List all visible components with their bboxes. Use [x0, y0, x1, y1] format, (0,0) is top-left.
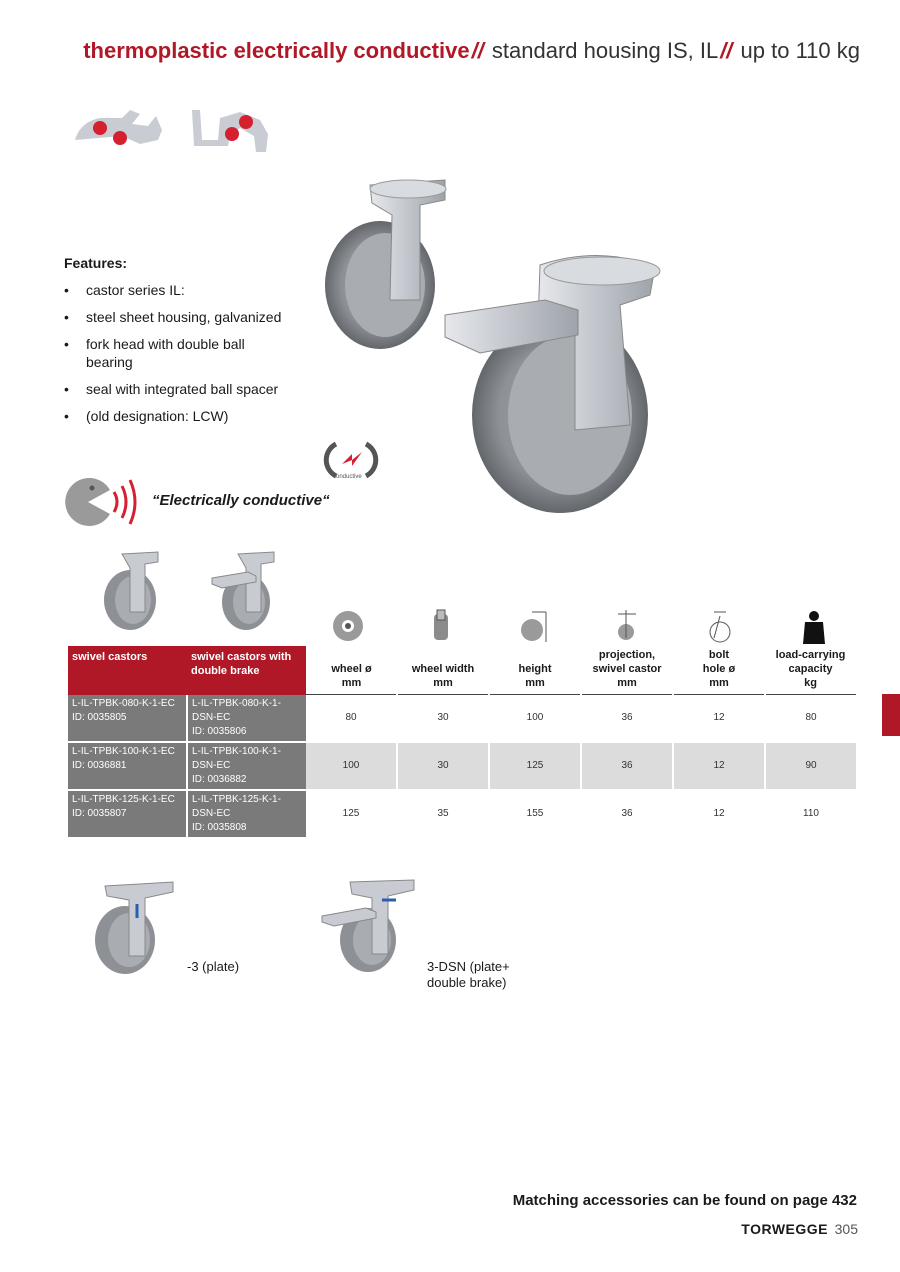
cell-wheel-width: 30	[397, 695, 489, 742]
title-capacity: up to 110 kg	[734, 38, 860, 63]
article-id: ID: 0036881	[72, 759, 127, 771]
col-swivel-castors: swivel castors	[68, 646, 187, 695]
cell-wheel-width: 30	[397, 742, 489, 790]
col-height	[489, 646, 581, 695]
header-line: bolt	[708, 649, 730, 661]
brand-logo: TORWEGGE	[741, 1221, 828, 1237]
cell-projection: 36	[581, 790, 673, 837]
article-brake	[187, 695, 306, 742]
header-unit: kg	[804, 677, 817, 689]
col-wheel-width	[397, 646, 489, 695]
height-icon	[518, 608, 552, 644]
feature-item: • seal with integrated ball spacer	[64, 380, 284, 398]
caption-line: double brake)	[427, 975, 507, 990]
title-separator: //	[720, 38, 733, 63]
page-title	[0, 38, 860, 64]
table-row	[68, 695, 856, 742]
cell-bolt-hole: 12	[673, 790, 765, 837]
cell-projection: 36	[581, 695, 673, 742]
load-weight-icon	[800, 608, 828, 646]
title-bold: thermoplastic electrically conductive	[83, 38, 470, 63]
article-code: L-IL-TPBK-100-K-1-DSN-EC	[192, 745, 281, 771]
mounting-pictogram-right-icon	[192, 110, 268, 152]
header-line: load-carrying	[775, 649, 846, 661]
article-code: L-IL-TPBK-125-K-1-EC	[72, 793, 175, 805]
caption-line: 3-DSN (plate+	[427, 959, 510, 974]
wheel-width-icon	[427, 608, 455, 644]
spec-table	[68, 646, 856, 837]
article-code: L-IL-TPBK-080-K-1-EC	[72, 697, 175, 709]
conductive-tagline: “Electrically conductive“	[152, 492, 330, 509]
cell-height: 125	[489, 742, 581, 790]
article-id: ID: 0035806	[192, 725, 247, 737]
cell-bolt-hole: 12	[673, 742, 765, 790]
header-line: height	[518, 663, 552, 675]
header-unit: mm	[433, 677, 453, 689]
cell-height: 155	[489, 790, 581, 837]
features-heading: Features:	[64, 255, 128, 271]
cell-bolt-hole: 12	[673, 695, 765, 742]
castor-small-image	[325, 180, 446, 349]
brake-castor-thumbnail	[208, 548, 288, 633]
article-code: L-IL-TPBK-080-K-1-DSN-EC	[192, 697, 281, 723]
article-swivel	[68, 742, 187, 790]
header-unit: mm	[709, 677, 729, 689]
mounting-pictograms	[70, 100, 275, 156]
article-brake	[187, 790, 306, 837]
col-bolt-hole	[673, 646, 765, 695]
electrically-conductive-icon	[62, 476, 146, 528]
section-tab	[882, 694, 900, 736]
feature-item: • fork head with double ball bearing	[64, 335, 284, 371]
article-swivel	[68, 695, 187, 742]
col-wheel-diameter	[306, 646, 397, 695]
bolt-hole-icon	[706, 608, 736, 644]
table-row	[68, 790, 856, 837]
feature-item: • (old designation: LCW)	[64, 407, 284, 425]
title-housing: standard housing IS, IL	[485, 38, 719, 63]
caption-plate: -3 (plate)	[187, 959, 240, 974]
article-code: L-IL-TPBK-100-K-1-EC	[72, 745, 175, 757]
col-load-capacity	[765, 646, 856, 695]
article-swivel	[68, 790, 187, 837]
col-swivel-castors-brake: swivel castors with double brake	[187, 646, 306, 695]
article-id: ID: 0036882	[192, 773, 247, 785]
header-line: swivel castor	[592, 663, 662, 675]
title-separator: //	[471, 38, 484, 63]
plate-brake-castor-image	[320, 876, 420, 976]
header-unit: mm	[341, 677, 362, 689]
header-line: hole ø	[702, 663, 736, 675]
header-line: projection,	[598, 649, 656, 661]
header-unit: mm	[617, 677, 637, 689]
accessories-note: Matching accessories can be found on page 432	[512, 1192, 857, 1209]
article-id: ID: 0035807	[72, 807, 127, 819]
swivel-castor-thumbnail	[100, 548, 180, 633]
cell-wheel-width: 35	[397, 790, 489, 837]
cell-load: 90	[765, 742, 856, 790]
header-unit: mm	[525, 677, 545, 689]
wheel-diameter-icon	[330, 608, 366, 644]
header-line: capacity	[788, 663, 833, 675]
cell-load: 80	[765, 695, 856, 742]
castor-brake-image	[445, 255, 660, 513]
cell-projection: 36	[581, 742, 673, 790]
cell-wheel-diameter: 80	[306, 695, 397, 742]
article-id: ID: 0035805	[72, 711, 127, 723]
article-id: ID: 0035808	[192, 821, 247, 833]
plate-castor-image	[85, 878, 180, 978]
table-header-row	[68, 646, 856, 695]
conductive-badge-label: conductive	[333, 474, 362, 480]
header-line: wheel width	[411, 663, 475, 675]
cell-wheel-diameter: 100	[306, 742, 397, 790]
col-projection	[581, 646, 673, 695]
caption-plate-double-brake	[427, 959, 547, 991]
features-list	[64, 281, 284, 434]
feature-item: • castor series IL:	[64, 281, 284, 299]
projection-icon	[612, 608, 642, 644]
cell-load: 110	[765, 790, 856, 837]
header-line: wheel ø	[331, 663, 372, 675]
article-brake	[187, 742, 306, 790]
cell-wheel-diameter: 125	[306, 790, 397, 837]
cell-height: 100	[489, 695, 581, 742]
mounting-pictogram-left-icon	[75, 110, 162, 145]
feature-item: • steel sheet housing, galvanized	[64, 308, 284, 326]
page-number: 305	[834, 1221, 858, 1237]
table-row	[68, 742, 856, 790]
article-code: L-IL-TPBK-125-K-1-DSN-EC	[192, 793, 281, 819]
